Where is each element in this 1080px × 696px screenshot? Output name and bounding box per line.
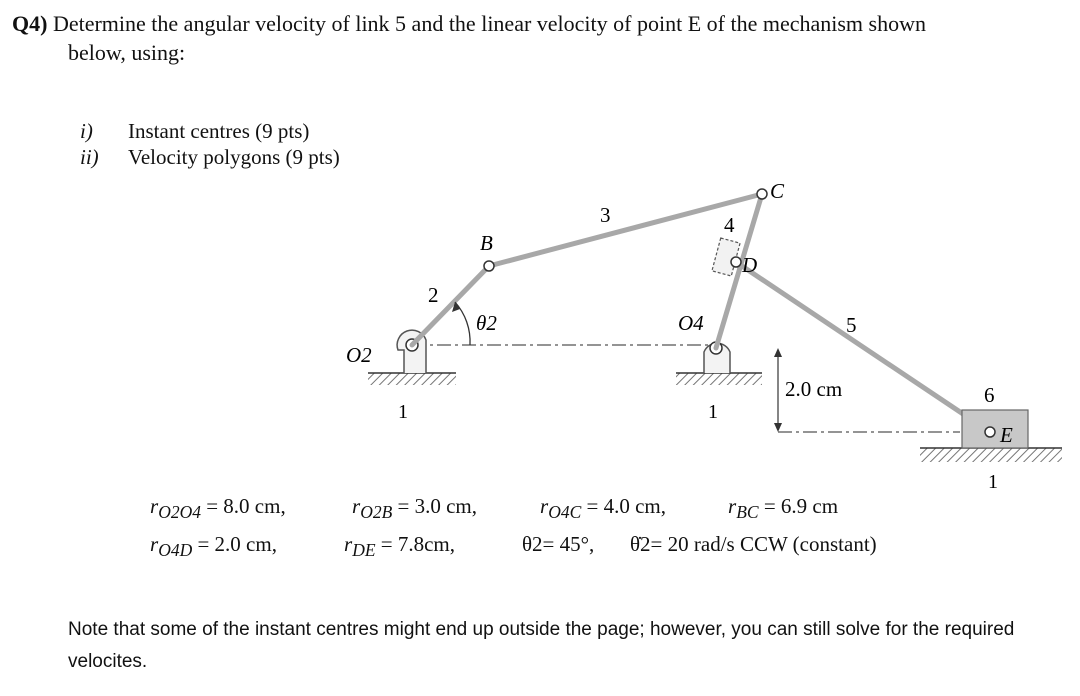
- label-link-1a: 1: [398, 401, 408, 423]
- label-link-4: 4: [724, 213, 735, 237]
- label-offset: 2.0 cm: [785, 377, 843, 401]
- given-r-o2b: $r_{O2B} = 3.0$ cm,: [352, 494, 478, 523]
- given-theta2: θ2= 45°,: [522, 532, 595, 556]
- label-d: D: [742, 253, 758, 277]
- method-numeral: i): [80, 119, 93, 143]
- label-o2: O2: [346, 343, 372, 367]
- label-link-6: 6: [984, 383, 995, 407]
- label-link-5: 5: [846, 313, 857, 337]
- joint-b: [484, 261, 494, 271]
- link-5: [736, 262, 990, 432]
- method-numeral: ii): [80, 145, 99, 169]
- label-o4: O4: [678, 311, 704, 335]
- slider-block-6: [962, 410, 1028, 448]
- label-e: E: [1000, 423, 1013, 447]
- method-label: Instant centres (9 pts): [128, 119, 310, 143]
- given-r-de: $r_{DE} = 7.8cm$,: [344, 532, 456, 561]
- ground-slider: [920, 448, 1062, 462]
- question-text: Determine the angular velocity of link 5 and the linear velocity of point E of the mechanism shown: [52, 11, 926, 36]
- label-link-2: 2: [428, 283, 439, 307]
- joint-e: [985, 427, 995, 437]
- given-r-o4c: $r_{O4C} = 4.0$ cm,: [540, 494, 666, 523]
- label-theta2: θ2: [476, 311, 497, 335]
- joint-c: [757, 189, 767, 199]
- label-b: B: [480, 231, 493, 255]
- given-r-o2o4: $r_{O2O4} = 8.0$ cm,: [150, 494, 286, 523]
- joint-d: [731, 257, 741, 267]
- given-omega2: θ̇2= 20 rad/s CCW (constant): [630, 532, 877, 556]
- question-text-line2: below, using:: [68, 40, 186, 65]
- given-r-o4d: $r_{O4D} = 2.0$ cm,: [150, 532, 277, 561]
- given-r-bc: $r_{BC} = 6.9$ cm: [728, 494, 839, 523]
- label-link-3: 3: [600, 203, 611, 227]
- note-text: Note that some of the instant centres might end up outside the page; however, you can still solve for the required velocites.: [68, 619, 1015, 672]
- question-number: Q4): [12, 11, 48, 36]
- ground-o4: [676, 342, 762, 385]
- method-label: Velocity polygons (9 pts): [128, 145, 340, 169]
- offset-dimension: [774, 348, 782, 432]
- label-c: C: [770, 179, 785, 203]
- label-link-1b: 1: [708, 401, 718, 423]
- ground-o2: [368, 330, 456, 385]
- label-link-1c: 1: [988, 471, 998, 493]
